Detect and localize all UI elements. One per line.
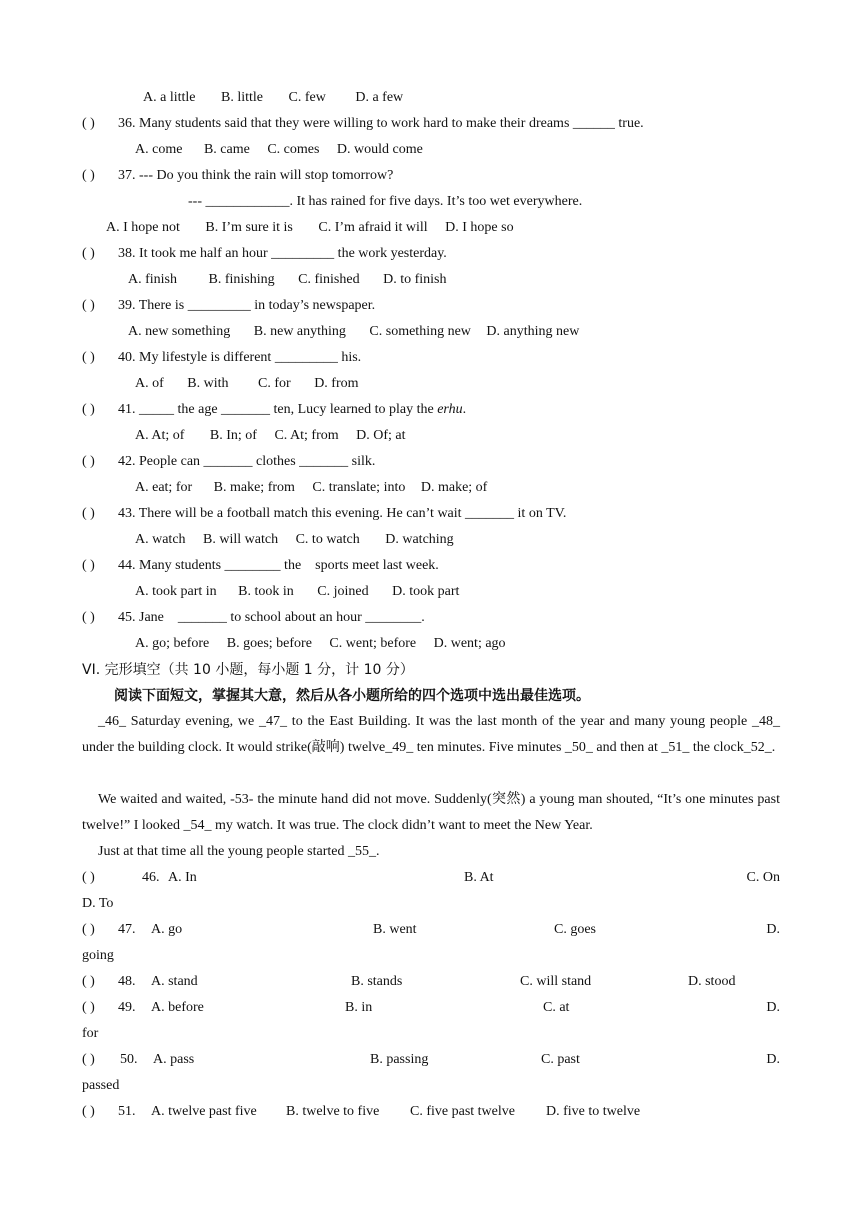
option-a: A. twelve past five <box>151 1104 257 1119</box>
cloze-question-48 <box>82 973 780 991</box>
option-c: C. On <box>746 870 780 885</box>
cloze-question-47 <box>82 921 780 939</box>
question-37-options <box>106 219 514 237</box>
option-c: C. something new <box>369 324 471 339</box>
option-a: A. a little <box>143 90 196 105</box>
question-39-options <box>128 323 579 341</box>
answer-blank[interactable]: ( ) <box>82 116 95 131</box>
question-41-options <box>135 427 406 445</box>
option-a: A. new something <box>128 324 231 339</box>
option-c: C. will stand <box>520 974 592 989</box>
option-a: A. come <box>135 142 183 157</box>
option-b: B. new anything <box>253 324 346 339</box>
option-d: D. stood <box>688 974 736 989</box>
answer-blank[interactable]: ( ) <box>82 1104 95 1119</box>
option-c: C. for <box>258 376 291 391</box>
option-b: B. stands <box>351 974 403 989</box>
answer-blank[interactable]: ( ) <box>82 454 95 469</box>
answer-blank[interactable]: ( ) <box>82 402 95 417</box>
question-37 <box>82 167 393 185</box>
question-stem: 45. Jane _______ to school about an hour ________. <box>118 610 425 625</box>
question-number: 46. <box>142 870 160 885</box>
option-b: B. came <box>203 142 250 157</box>
answer-blank[interactable]: ( ) <box>82 298 95 313</box>
question-43-options <box>135 531 454 549</box>
cloze-question-51 <box>82 1103 780 1121</box>
section-title: VI. 完形填空（共 10 小题，每小题 1 分，计 10 分） <box>82 662 414 678</box>
section-instruction: 阅读下面短文，掌握其大意，然后从各小题所给的四个选项中选出最佳选项。 <box>114 688 590 704</box>
option-d: D. I hope so <box>445 220 514 235</box>
option-d: D. took part <box>392 584 460 599</box>
option-c: C. I’m afraid it will <box>318 220 428 235</box>
question-42-options <box>135 479 487 497</box>
option-d: D. watching <box>385 532 454 547</box>
answer-blank[interactable]: ( ) <box>82 870 95 885</box>
question-stem: 42. People can _______ clothes _______ silk. <box>118 454 376 469</box>
option-b: B. goes; before <box>226 636 312 651</box>
answer-blank[interactable]: ( ) <box>82 610 95 625</box>
option-b: B. little <box>221 90 263 105</box>
question-stem: 37. --- Do you think the rain will stop tomorrow? <box>118 168 394 183</box>
option-c: C. translate; into <box>312 480 406 495</box>
question-stem: 39. There is _________ in today’s newspaper. <box>118 298 376 313</box>
option-c: C. At; from <box>274 428 339 443</box>
option-b: B. I’m sure it is <box>205 220 293 235</box>
option-b: B. took in <box>238 584 294 599</box>
option-a: A. go; before <box>135 636 210 651</box>
option-d: D. would come <box>336 142 423 157</box>
question-stem: 36. Many students said that they were willing to work hard to make their dreams ______ true. <box>118 116 644 131</box>
question-37-response: --- ____________. It has rained for five days. It’s too wet everywhere. <box>188 194 583 209</box>
option-a: A. I hope not <box>106 220 180 235</box>
cloze-50-option-d: passed <box>82 1078 120 1093</box>
question-45 <box>82 609 425 627</box>
option-a: A. At; of <box>135 428 185 443</box>
question-number: 51. <box>118 1104 136 1119</box>
question-39 <box>82 297 375 315</box>
option-a: A. In <box>168 870 197 885</box>
question-38 <box>82 245 447 263</box>
answer-blank[interactable]: ( ) <box>82 506 95 521</box>
option-a: A. took part in <box>135 584 217 599</box>
answer-blank[interactable]: ( ) <box>82 168 95 183</box>
option-b: B. At <box>464 870 494 885</box>
option-c: C. past <box>541 1052 580 1067</box>
answer-blank[interactable]: ( ) <box>82 1052 95 1067</box>
option-d: D. make; of <box>420 480 488 495</box>
question-44 <box>82 557 439 575</box>
cloze-question-46 <box>82 869 780 887</box>
passage-paragraph-3: Just at that time all the young people started _55_. <box>98 844 380 859</box>
option-c: C. at <box>543 1000 570 1015</box>
option-c: C. went; before <box>329 636 417 651</box>
option-a: A. pass <box>153 1052 195 1067</box>
option-d-label: D. <box>766 922 780 937</box>
cloze-question-50 <box>82 1051 780 1069</box>
question-stem: 43. There will be a football match this evening. He can’t wait _______ it on TV. <box>118 506 567 521</box>
option-a: A. before <box>151 1000 204 1015</box>
question-38-options <box>128 271 446 289</box>
question-stem: 38. It took me half an hour _________ the work yesterday. <box>118 246 447 261</box>
question-stem: 40. My lifestyle is different _________ his. <box>118 350 362 365</box>
option-a: A. of <box>135 376 164 391</box>
option-b: B. twelve to five <box>286 1104 380 1119</box>
answer-blank[interactable]: ( ) <box>82 922 95 937</box>
option-c: C. joined <box>317 584 369 599</box>
option-b: B. will watch <box>203 532 279 547</box>
question-45-options <box>135 635 506 653</box>
passage-paragraph-2: We waited and waited, -53- the minute hand did not move. Suddenly(突然) a young man shouted, “It’s one minutes past twelve!” I looked _54_ my watch. It was true. The clock didn’t want to meet the New Year. <box>82 792 780 833</box>
question-stem: 44. Many students ________ the sports meet last week. <box>118 558 439 573</box>
question-44-options <box>135 583 459 601</box>
question-number: 47. <box>118 922 136 937</box>
option-d: D. anything new <box>486 324 580 339</box>
question-number: 49. <box>118 1000 136 1015</box>
option-b: B. passing <box>370 1052 429 1067</box>
cloze-47-option-d: going <box>82 948 114 963</box>
option-d: D. Of; at <box>356 428 406 443</box>
question-41 <box>82 401 466 419</box>
option-c: C. goes <box>554 922 596 937</box>
option-d: D. to finish <box>383 272 447 287</box>
answer-blank[interactable]: ( ) <box>82 350 95 365</box>
option-a: A. stand <box>151 974 198 989</box>
question-number: 50. <box>120 1052 138 1067</box>
option-a: A. finish <box>128 272 177 287</box>
option-b: B. with <box>187 376 229 391</box>
question-43 <box>82 505 566 523</box>
option-a: A. go <box>151 922 183 937</box>
question-stem-end: . <box>462 402 467 417</box>
cloze-question-49 <box>82 999 780 1017</box>
question-stem-italic: erhu <box>437 402 463 417</box>
question-36-options <box>135 141 423 159</box>
answer-blank[interactable]: ( ) <box>82 974 95 989</box>
option-b: B. make; from <box>213 480 295 495</box>
option-b: B. finishing <box>208 272 275 287</box>
option-c: C. to watch <box>295 532 360 547</box>
q35-options <box>143 89 403 107</box>
question-40-options <box>135 375 359 393</box>
question-40 <box>82 349 361 367</box>
option-c: C. comes <box>267 142 320 157</box>
option-c: C. few <box>288 90 326 105</box>
option-b: B. in <box>345 1000 373 1015</box>
option-d-label: D. <box>766 1000 780 1015</box>
question-number: 48. <box>118 974 136 989</box>
option-d: D. a few <box>355 90 404 105</box>
question-36 <box>82 115 644 133</box>
answer-blank[interactable]: ( ) <box>82 1000 95 1015</box>
answer-blank[interactable]: ( ) <box>82 246 95 261</box>
cloze-49-option-d: for <box>82 1026 99 1041</box>
option-d: D. from <box>314 376 359 391</box>
cloze-46-option-d: D. To <box>82 896 114 911</box>
option-a: A. watch <box>135 532 186 547</box>
question-42 <box>82 453 375 471</box>
question-stem: 41. _____ the age _______ ten, Lucy learned to play the <box>118 402 438 417</box>
option-d: D. went; ago <box>433 636 506 651</box>
option-a: A. eat; for <box>135 480 193 495</box>
option-b: B. went <box>373 922 417 937</box>
option-c: C. five past twelve <box>410 1104 515 1119</box>
option-b: B. In; of <box>209 428 257 443</box>
option-c: C. finished <box>298 272 360 287</box>
option-d: D. five to twelve <box>546 1104 641 1119</box>
option-d-label: D. <box>766 1052 780 1067</box>
answer-blank[interactable]: ( ) <box>82 558 95 573</box>
passage-paragraph-1: _46_ Saturday evening, we _47_ to the East Building. It was the last month of the year and many young people _48_ under the building clock. It would strike(敲响) twelve_49_ ten minutes. Five minutes _50_ and then at _51_ the clock_52_. <box>82 714 780 755</box>
